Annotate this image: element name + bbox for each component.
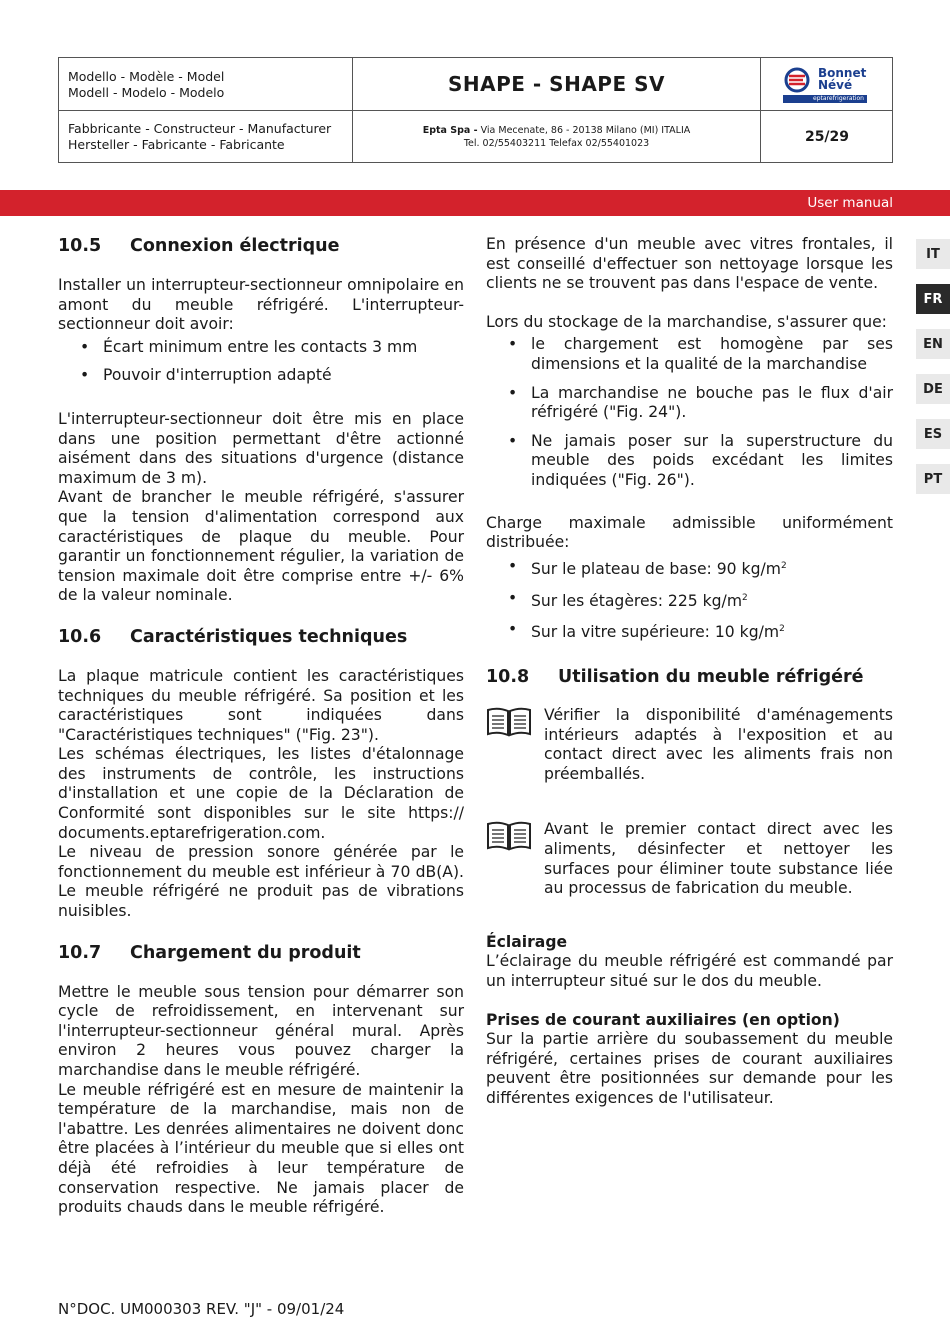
logo-subtitle: eptarefrigeration bbox=[783, 95, 867, 103]
product-title: SHAPE - SHAPE SV bbox=[353, 58, 761, 111]
lang-tab-en[interactable]: EN bbox=[916, 329, 950, 359]
section-heading-10-6 bbox=[58, 626, 464, 648]
section-title: Connexion électrique bbox=[130, 236, 340, 256]
paragraph: Charge maximale admissible uniformément distribuée: bbox=[486, 513, 893, 552]
logo-line-2: Névé bbox=[818, 78, 853, 92]
bullet-list bbox=[486, 335, 893, 490]
book-icon bbox=[486, 820, 544, 898]
load-label: Sur la vitre supérieure: 10 kg/m bbox=[531, 623, 780, 642]
logo-mark-icon bbox=[783, 67, 813, 93]
manufacturer-label-line-2: Hersteller - Fabricante - Fabricante bbox=[68, 137, 285, 152]
document-reference: N°DOC. UM000303 REV. "J" - 09/01/24 bbox=[58, 1300, 345, 1318]
list-item: • La marchandise ne bouche pas le flux d'air réfrigéré ("Fig. 24"). bbox=[486, 384, 893, 423]
list-item bbox=[486, 557, 893, 580]
note-text: Avant le premier contact direct avec les aliments, désinfecter et nettoyer les surfaces pour éliminer toute substance liée au processus de fabrication du meuble. bbox=[544, 820, 893, 898]
load-label: Sur le plateau de base: 90 kg/m bbox=[531, 559, 781, 578]
section-number: 10.8 bbox=[486, 667, 530, 688]
company-info bbox=[353, 111, 761, 163]
list-item bbox=[486, 620, 893, 643]
section-band bbox=[0, 190, 950, 216]
logo-line-1: Bonnet bbox=[818, 66, 867, 80]
manufacturer-label-line-1: Fabbricante - Constructeur - Manufacturer bbox=[68, 121, 332, 136]
right-column bbox=[486, 235, 893, 1109]
paragraph: Les schémas électriques, les listes d'étalonnage des instruments de contrôle, les instructions d'installation et une copie de la Déclaration de Conformité sont disponibles sur le site https:// documents.eptarefrigeration.com. bbox=[58, 745, 464, 842]
company-address-line bbox=[423, 124, 691, 137]
load-unit-sup: 2 bbox=[779, 624, 785, 635]
manual-note bbox=[486, 820, 893, 898]
list-item: • Pouvoir d'interruption adapté bbox=[58, 366, 464, 386]
paragraph: Avant de brancher le meuble réfrigéré, s'assurer que la tension d'alimentation correspond aux caractéristiques de plaque du meuble. Pour garantir un fonctionnement régulier, la variation de tension maximale doit être comprise entre +/- 6% de la valeur nominale. bbox=[58, 488, 464, 605]
paragraph: L'interrupteur-sectionneur doit être mis en place dans une position permettant d'être actionné aisément dans des situations d'urgence (distance maximum de 3 m). bbox=[58, 409, 464, 487]
paragraph: Le niveau de pression sonore générée par le fonctionnement du meuble est inférieur à 70 dB(A). Le meuble réfrigéré ne produit pas de vibrations nuisibles. bbox=[58, 843, 464, 921]
list-item: • Ne jamais poser sur la superstructure du meuble des poids excédant les limites indiquées ("Fig. 26"). bbox=[486, 432, 893, 491]
paragraph: L’éclairage du meuble réfrigéré est commandé par un interrupteur situé sur le dos du meuble. bbox=[486, 952, 893, 990]
logo-wordmark bbox=[818, 67, 866, 91]
lang-tab-it[interactable]: IT bbox=[916, 239, 950, 269]
lang-tab-de[interactable]: DE bbox=[916, 374, 950, 404]
page-number: 25/29 bbox=[804, 129, 850, 145]
paragraph: La plaque matricule contient les caractéristiques techniques du meuble réfrigéré. Sa position et les caractéristiques sont indiquées dans "Caractéristiques techniques" ("Fig. 23"). bbox=[58, 666, 464, 744]
load-unit-sup: 2 bbox=[742, 592, 748, 603]
paragraph: Installer un interrupteur-sectionneur omnipolaire en amont du meuble réfrigéré. L'interrupteur-sectionneur doit avoir: bbox=[58, 276, 464, 334]
subheading-prises: Prises de courant auxiliaires (en option) bbox=[486, 1010, 840, 1029]
lang-tab-es[interactable]: ES bbox=[916, 419, 950, 449]
section-title: Utilisation du meuble réfrigéré bbox=[558, 667, 864, 688]
load-unit-sup: 2 bbox=[780, 560, 787, 571]
left-column bbox=[58, 235, 464, 1218]
manual-note bbox=[486, 706, 893, 784]
list-item bbox=[486, 589, 893, 612]
note-text: Vérifier la disponibilité d'aménagements intérieurs adaptés à l'exposition et au contact direct avec les aliments frais non préemballés. bbox=[544, 706, 893, 783]
document-header bbox=[58, 57, 893, 163]
company-address: Via Mecenate, 86 - 20138 Milano (MI) ITALIA bbox=[477, 125, 691, 136]
model-label-line-1: Modello - Modèle - Model bbox=[68, 69, 225, 84]
list-item: • le chargement est homogène par ses dimensions et la qualité de la marchandise bbox=[486, 335, 893, 374]
company-name: Epta Spa - bbox=[422, 125, 478, 136]
lang-tab-fr[interactable]: FR bbox=[916, 284, 950, 314]
section-title: Chargement du produit bbox=[130, 942, 361, 963]
load-list bbox=[486, 557, 893, 643]
section-number: 10.7 bbox=[58, 942, 102, 963]
paragraph: Lors du stockage de la marchandise, s'assurer que: bbox=[486, 312, 887, 331]
bullet-list bbox=[58, 338, 464, 386]
model-label bbox=[59, 58, 353, 111]
section-heading-10-8 bbox=[486, 666, 893, 688]
band-label: User manual bbox=[807, 195, 893, 211]
manufacturer-label bbox=[59, 111, 353, 163]
book-icon bbox=[486, 706, 544, 784]
list-item: • Écart minimum entre les contacts 3 mm bbox=[58, 338, 464, 358]
section-number: 10.6 bbox=[58, 626, 102, 647]
paragraph: Sur la partie arrière du soubassement du meuble réfrigéré, certaines prises de courant auxiliaires peuvent être positionnées sur demande pour les différentes exigences de l'utilisateur. bbox=[486, 1030, 893, 1107]
paragraph: Mettre le meuble sous tension pour démarrer son cycle de refroidissement, en intervenant sur l'interrupteur-sectionneur général mural. Après environ 2 heures vous pouvez charger la marchandise dans le meuble réfrigéré. bbox=[58, 982, 464, 1079]
logo-cell bbox=[761, 58, 893, 111]
paragraph: En présence d'un meuble avec vitres frontales, il est conseillé d'effectuer son nettoyage lorsque les clients ne se trouvent pas dans l'espace de vente. bbox=[486, 235, 893, 293]
paragraph: Le meuble réfrigéré est en mesure de maintenir la température de la marchandise, mais non de l'abattre. Les denrées alimentaires ne doivent donc être placées à l’intérieur du meuble que si elles ont déjà été refroidies à leur température de conservation respective. Ne jamais placer de produits chauds dans le meuble réfrigéré. bbox=[58, 1080, 464, 1217]
bonnet-neve-logo bbox=[783, 67, 873, 105]
subheading-eclairage: Éclairage bbox=[486, 932, 568, 951]
section-heading-10-7 bbox=[58, 942, 464, 964]
lang-tab-pt[interactable]: PT bbox=[916, 464, 950, 494]
section-heading-10-5 bbox=[58, 235, 464, 257]
company-phone: Tel. 02/55403211 Telefax 02/55401023 bbox=[463, 138, 650, 149]
load-label: Sur les étagères: 225 kg/m bbox=[531, 591, 743, 610]
section-title: Caractéristiques techniques bbox=[130, 626, 408, 647]
section-number: 10.5 bbox=[58, 236, 102, 256]
model-label-line-2: Modell - Modelo - Modelo bbox=[68, 85, 225, 100]
